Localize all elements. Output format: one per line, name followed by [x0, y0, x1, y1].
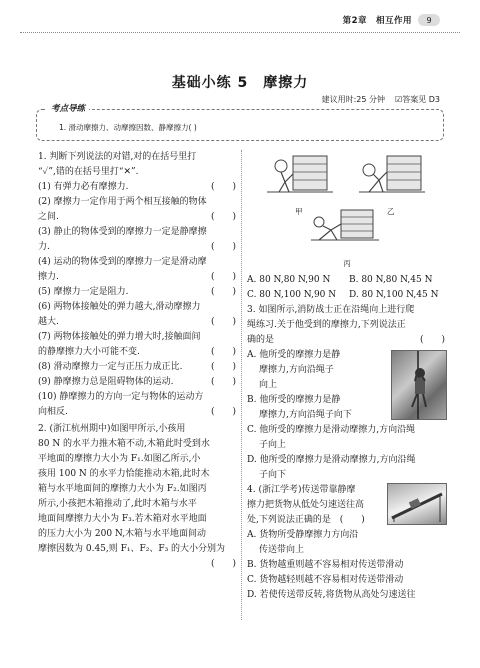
page-title: 基础小练 5 摩擦力	[171, 75, 309, 91]
q1-item-text: (2) 摩擦力一定作用于两个相互接触的物体	[38, 197, 207, 207]
q4-option-a-line-0: A. 货物所受静摩擦力方向沿	[247, 530, 359, 540]
chapter-label: 第2章 相互作用	[342, 16, 412, 26]
figure-jia	[265, 150, 335, 202]
q4-option-a[interactable]	[247, 528, 447, 558]
q4-answer-paren: ( )	[339, 515, 365, 525]
q3-line-2-text: 确的是	[247, 335, 275, 345]
q4-line-0: 4. (浙江学考)传送带靠静摩	[247, 485, 356, 495]
q2-option-b[interactable]: B. 80 N,80 N,45 N	[349, 275, 433, 285]
q3-line-0: 3. 如图所示,消防战士正在沿绳向上进行爬	[247, 305, 415, 315]
right-column	[247, 148, 447, 603]
q1-item-answer-paren[interactable]	[236, 390, 238, 405]
header-divider	[20, 32, 460, 33]
q1-item-text: 越大.	[38, 317, 59, 327]
left-column	[38, 150, 238, 572]
exam-point-item: 1. 滑动摩擦力、动摩擦因数、静摩擦力( )	[59, 123, 197, 132]
q1-item-text: (7) 两物体接触处的弹力增大时,接触面间	[38, 332, 201, 342]
q1-item-line	[38, 285, 238, 300]
q1-item-answer-paren[interactable]: ( )	[210, 317, 236, 327]
q1-item-line	[38, 225, 238, 240]
q3-option-b-line-0: B. 他所受的摩擦力是静	[247, 395, 341, 405]
exam-points-tag: 考点导练	[47, 102, 89, 114]
q4-block	[247, 483, 447, 603]
q2-option-a[interactable]: A. 80 N,80 N,90 N	[247, 275, 331, 285]
q1-item-text: (10) 静摩擦力的方向一定与物体的运动方	[38, 392, 204, 402]
q1-item-line	[38, 375, 238, 390]
q1-item-text: (5) 摩擦力一定是阻力.	[38, 287, 129, 297]
q4-line-1: 擦力把货物从低处匀速送往高	[247, 500, 365, 510]
q2-stem-line: 所示,小孩把木箱推动了,此时木箱与水平	[38, 499, 197, 509]
suggestion-line	[322, 94, 440, 105]
q1-item-answer-paren[interactable]	[236, 255, 238, 270]
q1-item-answer-paren[interactable]	[236, 300, 238, 315]
q2-stem-line: 孩用 100 N 的水平力恰能推动木箱,此时木	[38, 469, 210, 479]
q1-item-text: 力.	[38, 242, 50, 252]
q3-option-d-line-1: 子向下	[259, 470, 287, 480]
exam-points-box	[36, 104, 444, 141]
q1-item-line	[38, 300, 238, 315]
q3-option-d-line-0: D. 他所受的摩擦力是滑动摩擦力,方向沿绳	[247, 455, 416, 465]
q1-item-text: 之间.	[38, 212, 59, 222]
q1-item-text: 擦力.	[38, 272, 59, 282]
q1-stem-2: “✓”,错的在括号里打“✕”.	[38, 167, 139, 177]
page-header	[343, 14, 440, 26]
conveyor-illustration	[388, 484, 446, 524]
q1-item-answer-paren[interactable]: ( )	[210, 377, 236, 387]
q1-item-answer-paren[interactable]: ( )	[210, 242, 236, 252]
q1-item-line	[38, 195, 238, 210]
figure-bing-label: 丙	[343, 259, 351, 268]
q3-line-1: 绳练习.关于他受到的摩擦力,下列说法正	[247, 320, 406, 330]
q3-option-a-line-1: 摩擦力,方向沿绳子	[259, 365, 334, 375]
q1-item-text: (4) 运动的物体受到的摩擦力一定是滑动摩	[38, 257, 207, 267]
q2-stem-line: 的压力大小为 200 N,木箱与水平地面间动	[38, 529, 207, 539]
checkbox-icon: ☑	[395, 95, 403, 104]
q1-item-answer-paren[interactable]	[236, 195, 238, 210]
figure-jia-label: 甲	[295, 207, 303, 216]
q1-item-answer-paren[interactable]: ( )	[210, 272, 236, 282]
q3-option-c-line-0: C. 他所受的摩擦力是滑动摩擦力,方向沿绳	[247, 425, 416, 435]
q1-item-line	[38, 315, 238, 330]
q2-stem-line: 摩擦因数为 0.45,则 F₁、F₂、F₃ 的大小分别为	[38, 544, 226, 554]
q1-item-line	[38, 270, 238, 285]
q2-stem-line: 2. (浙江杭州期中)如图甲所示,小孩用	[38, 424, 186, 434]
q4-option-b[interactable]: B. 货物越重则越不容易相对传送带滑动	[247, 560, 404, 570]
q1-item-line	[38, 240, 238, 255]
q4-option-c[interactable]: C. 货物越轻则越不容易相对传送带滑动	[247, 575, 404, 585]
q1-item-answer-paren[interactable]: ( )	[210, 287, 236, 297]
q2-stem-line: 地面间摩擦力大小为 F₃.若木箱对水平地面	[38, 514, 207, 524]
q1-item-answer-paren[interactable]: ( )	[210, 182, 236, 192]
q3-option-c[interactable]	[247, 423, 447, 453]
q1-item-answer-paren[interactable]: ( )	[210, 362, 236, 372]
q4-option-d[interactable]: D. 若使传送带反转,将货物从高处匀速送往	[247, 590, 416, 600]
q2-answer-paren: ( )	[210, 559, 236, 569]
q1-item-line	[38, 405, 238, 420]
q1-items	[38, 180, 238, 420]
q1-item-line	[38, 210, 238, 225]
q1-stem-1: 1. 判断下列说法的对错,对的在括号里打	[38, 152, 197, 162]
q2-options	[247, 273, 447, 303]
q1-item-answer-paren[interactable]	[236, 225, 238, 240]
q2-figures	[247, 148, 447, 258]
q1-item-line	[38, 255, 238, 270]
q1-item-text: (3) 静止的物体受到的摩擦力一定是静摩擦	[38, 227, 207, 237]
q3-option-c-line-1: 子向上	[259, 440, 287, 450]
firefighter-photo	[391, 350, 447, 420]
q3-option-d[interactable]	[247, 453, 447, 483]
q1-item-text: (1) 有弹力必有摩擦力.	[38, 182, 129, 192]
q4-line-2-text: 处,下列说法正确的是	[247, 515, 331, 525]
q2-answer-line	[38, 557, 238, 572]
page-number: 9	[418, 14, 440, 26]
q1-item-line	[38, 330, 238, 345]
q2-option-d[interactable]: D. 80 N,100 N,45 N	[349, 290, 439, 300]
q1-item-text: (8) 滑动摩擦力一定与正压力成正比.	[38, 362, 183, 372]
q1-item-line	[38, 345, 238, 360]
q2-stem	[38, 422, 238, 557]
q3-option-a-line-2: 向上	[259, 380, 278, 390]
figure-yi-label: 乙	[387, 207, 395, 216]
q3-option-a-line-0: A. 他所受的摩擦力是静	[247, 350, 341, 360]
suggested-time: 建议用时:25 分钟	[321, 95, 386, 104]
firefighter-illustration	[392, 351, 446, 419]
q1-item-answer-paren[interactable]: ( )	[210, 347, 236, 357]
q2-option-c[interactable]: C. 80 N,100 N,90 N	[247, 290, 337, 300]
q3-answer-paren: ( )	[419, 335, 445, 345]
q3-option-b-line-1: 摩擦力,方向沿绳子向下	[259, 410, 352, 420]
q3-block	[247, 303, 447, 483]
q1-item-line	[38, 180, 238, 195]
q1-item-text: 的静摩擦力大小可能不变.	[38, 347, 140, 357]
figure-bing	[309, 208, 381, 248]
q1-item-answer-paren[interactable]: ( )	[210, 212, 236, 222]
q3-line-2	[247, 333, 447, 348]
q2-stem-line: 平地面的摩擦力大小为 F₁.如图乙所示,小	[38, 454, 201, 464]
q1-item-line	[38, 360, 238, 375]
q1-item-text: 向相反.	[38, 407, 68, 417]
answer-reference	[395, 94, 440, 105]
q1-item-text: (6) 两物体接触处的弹力越大,滑动摩擦力	[38, 302, 201, 312]
column-divider	[241, 150, 242, 620]
q2-stem-line: 80 N 的水平力推木箱不动,木箱此时受到水	[38, 439, 210, 449]
q1-item-line	[38, 390, 238, 405]
q4-option-a-line-1: 传送带向上	[259, 545, 305, 555]
figure-yi	[357, 150, 427, 202]
q1-item-text: (9) 静摩擦力总是阻碍物体的运动.	[38, 377, 174, 387]
answer-reference-text: 答案见 D3	[402, 95, 440, 104]
conveyor-photo	[387, 483, 447, 525]
q2-stem-line: 箱与水平地面间的摩擦力大小为 F₂.如图丙	[38, 484, 207, 494]
q1-item-answer-paren[interactable]	[236, 330, 238, 345]
q1-item-answer-paren[interactable]: ( )	[210, 407, 236, 417]
